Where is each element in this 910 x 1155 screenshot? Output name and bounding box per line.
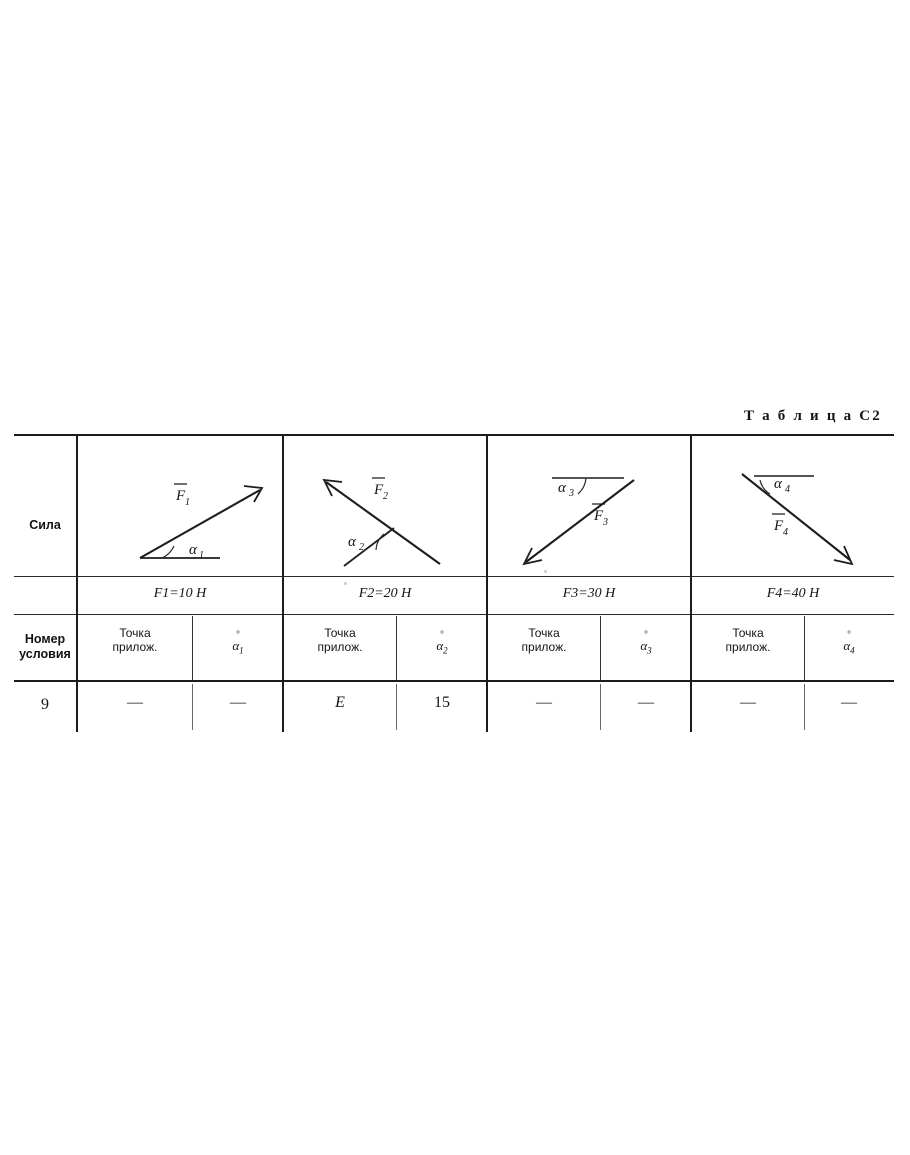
data-sub-divider-3 [600,684,601,730]
rule-below-force-values [14,614,894,615]
scan-speck [344,582,347,585]
svg-text:3: 3 [569,488,574,499]
angle-header-3 [602,630,690,656]
condition-number-cell: 9 [41,696,49,713]
diagram-force-1 [84,450,280,574]
svg-text:F: F [374,482,384,498]
point-header-2-line2: прилож. [317,640,363,654]
angle-index-4: 4 [850,645,855,656]
cell-angle-1: — [230,694,246,711]
force-value-1: F1=10 Н [153,586,207,601]
scan-speck [544,570,547,573]
data-sub-divider-1 [192,684,193,730]
sub-divider-1 [192,616,193,680]
force-value-2: F2=20 Н [358,586,412,601]
point-header-4-line1: Точка [732,626,764,640]
angle-header-4 [806,630,892,656]
point-header-1 [78,626,192,654]
table-caption: Т а б л и ц а С2 [744,408,882,424]
svg-text:α: α [774,476,782,492]
point-header-1-line1: Точка [119,626,151,640]
svg-text:F: F [176,488,186,504]
angle-symbol-1: α [232,638,240,653]
angle-index-1: 1 [239,645,244,656]
diagram-force-4 [698,450,890,574]
point-header-4-line2: прилож. [725,640,771,654]
sub-divider-3 [600,616,601,680]
force-value-4: F4=40 Н [766,586,820,601]
row-label-condition-line2: условия [19,647,71,661]
cell-angle-4: — [841,694,857,711]
angle-header-2 [398,630,486,656]
point-header-4 [692,626,804,654]
cell-point-2: E [335,694,345,711]
point-header-1-line2: прилож. [112,640,158,654]
cell-angle-2: 15 [434,694,450,711]
table-c2 [14,434,894,754]
angle-index-3: 3 [647,645,652,656]
force-value-3: F3=30 Н [562,586,616,601]
row-label-condition-line1: Номер [24,632,66,646]
svg-text:4: 4 [785,484,790,495]
svg-text:2: 2 [383,491,388,502]
cell-point-1: — [127,694,143,711]
point-header-2-line1: Точка [324,626,356,640]
cell-angle-3: — [638,694,654,711]
point-header-3 [488,626,600,654]
sub-divider-2 [396,616,397,680]
point-header-2 [284,626,396,654]
degree-mark-2: ° [440,629,444,639]
data-sub-divider-2 [396,684,397,730]
cell-point-4: — [740,694,756,711]
table-top-rule [14,434,894,436]
angle-symbol-4: α [843,638,851,653]
angle-symbol-3: α [640,638,648,653]
svg-text:α: α [558,480,566,496]
sub-divider-4 [804,616,805,680]
degree-mark-1: ° [236,629,240,639]
diagram-force-3 [494,450,686,574]
svg-text:4: 4 [783,527,788,538]
svg-text:α: α [189,542,197,558]
point-header-3-line1: Точка [528,626,560,640]
point-header-3-line2: прилож. [521,640,567,654]
diagram-force-2 [290,450,482,574]
svg-text:2: 2 [359,542,364,553]
angle-symbol-2: α [436,638,444,653]
angle-index-2: 2 [443,645,448,656]
rule-below-headers [14,680,894,682]
cell-point-3: — [536,694,552,711]
svg-text:3: 3 [603,517,608,528]
rule-below-diagrams [14,576,894,577]
angle-header-1 [194,630,282,656]
svg-text:α: α [348,534,356,550]
svg-text:1: 1 [199,550,204,561]
svg-text:F: F [594,508,604,524]
svg-text:1: 1 [185,497,190,508]
degree-mark-3: ° [644,629,648,639]
svg-text:F: F [774,518,784,534]
row-label-condition [14,632,76,662]
degree-mark-4: ° [847,629,851,639]
data-sub-divider-4 [804,684,805,730]
row-label-force: Сила [29,518,61,532]
